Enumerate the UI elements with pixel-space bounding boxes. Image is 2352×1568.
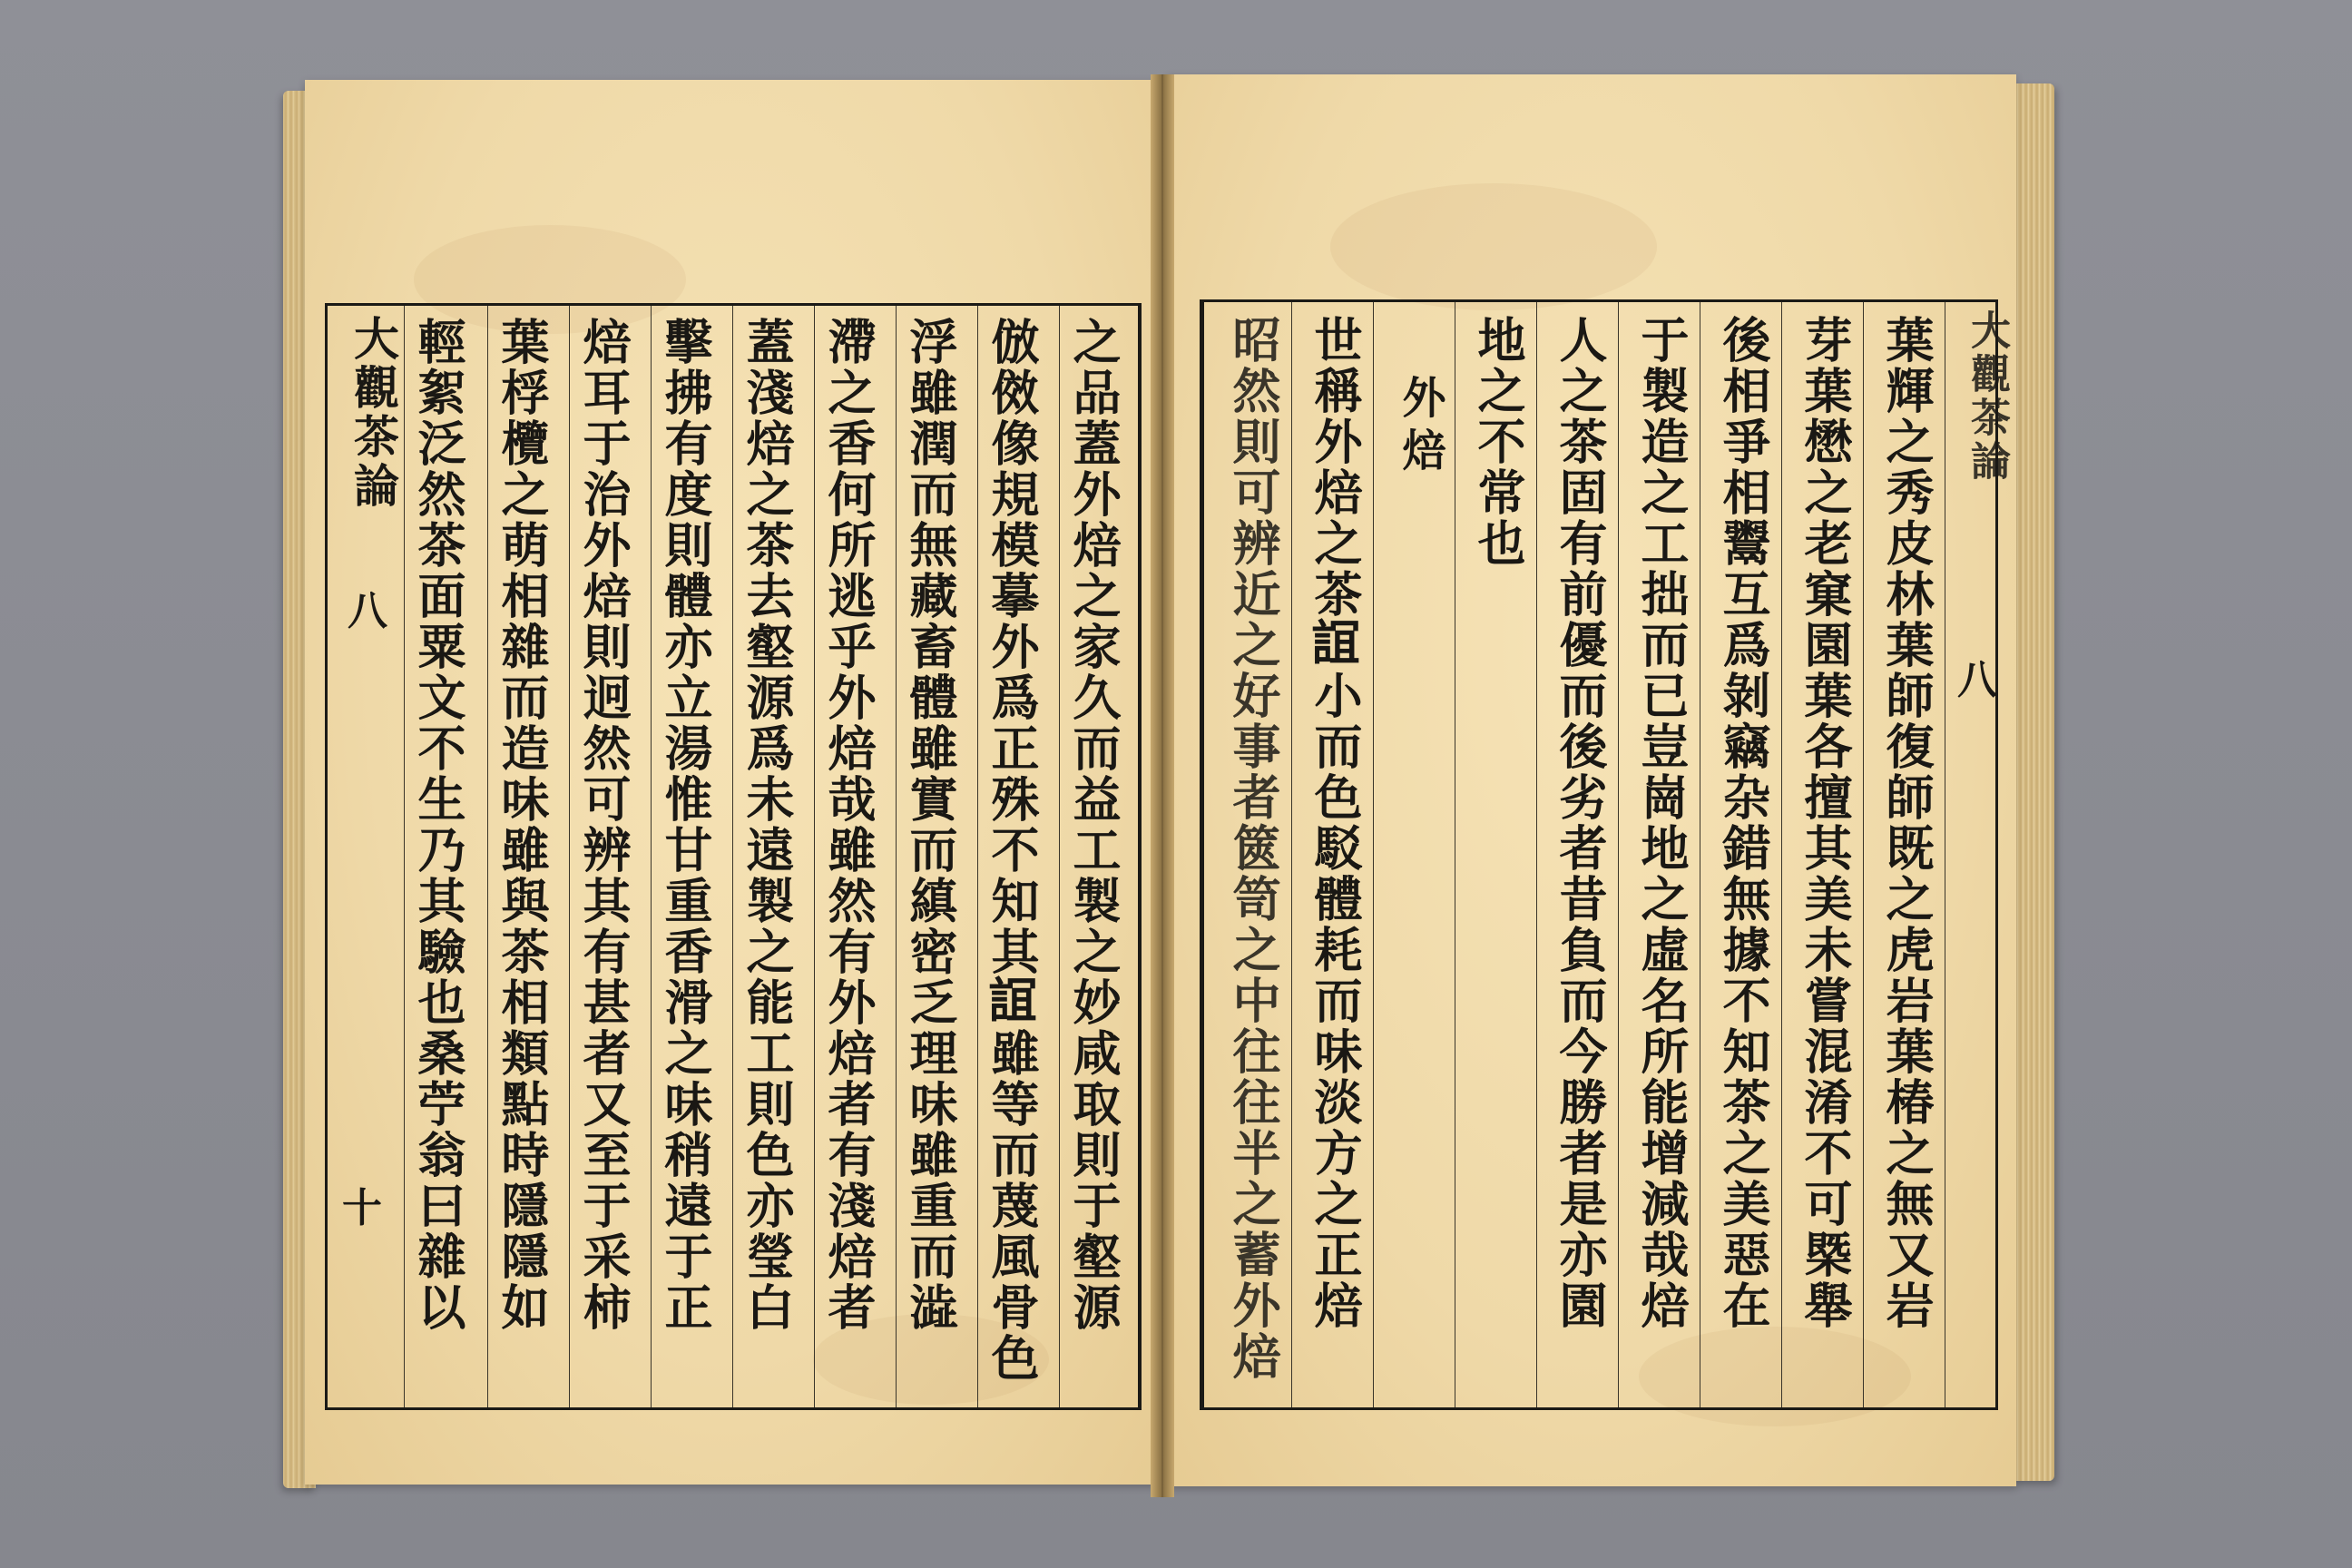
right-text-frame: [1200, 299, 2010, 1410]
right-column-4: 于製造之工拙而已豈崗地之虛名所能增減哉焙: [1633, 315, 1690, 1331]
open-book: [283, 74, 2054, 1497]
book-gutter: [1151, 74, 1174, 1497]
right-column-8: 世稱外焙之茶𧨏小而色駁體耗而味淡方之正焙: [1307, 315, 1363, 1331]
left-folio-mark: 八: [348, 588, 387, 634]
left-column-6: 擊拂有度則體亦立湯惟甘重香滑之味稍遠于正: [657, 317, 713, 1333]
right-column-9: 昭然則可辨近之好事者篋笥之中往往半之蓄外焙: [1225, 315, 1281, 1382]
right-column-6: 地之不常也: [1470, 315, 1526, 569]
right-page-edge: [2013, 83, 2054, 1481]
left-column-7: 焙耳于治外焙則迥然可辨其有甚者又至于采柿: [575, 317, 632, 1333]
left-column-5: 蓋淺焙之茶去壑源爲未遠製之能工則色亦瑩白: [739, 317, 795, 1333]
left-folio-number: 十: [342, 1185, 382, 1231]
left-column-8: 葉桴欖之萌相雜而造味雖與茶相類點時隱隱如: [494, 317, 550, 1333]
right-folio-mark: 八: [1957, 657, 1997, 703]
left-text-frame: [325, 303, 1142, 1410]
right-column-2: 芽葉懋之老窠園葉各擅其美未嘗混淆不可槩舉: [1797, 315, 1853, 1331]
left-column-2: 倣傚像規模摹外爲正殊不知其𧨏雖等而蔑風骨色: [984, 317, 1040, 1384]
right-column-5: 人之茶固有前優而後劣者昔負而今勝者是亦園: [1552, 315, 1608, 1331]
left-column-3: 浮雖潤而無藏畜體雖實而縝密乏理味雖重而澁: [902, 317, 958, 1333]
right-section-heading: 外焙: [1395, 375, 1446, 480]
left-margin-title: 大觀茶論: [347, 315, 400, 511]
left-column-1: 之品蓋外焙之家久而益工製之妙咸取則于壑源: [1065, 317, 1122, 1333]
right-column-1: 葉輝之秀皮林葉師復師既之虎岩葉椿之無又岩: [1878, 315, 1935, 1331]
right-margin-title: 大觀茶論: [1964, 309, 2010, 484]
left-column-4: 滯之香何所逃乎外焙哉雖然有外焙者有淺焙者: [820, 317, 877, 1333]
right-column-3: 後相爭相鬻互爲剝竊杂錯無據不知茶之美惡在: [1715, 315, 1771, 1331]
left-column-9: 輕絮泛然茶面粟文不生乃其驗也桑苧翁曰雜以: [410, 317, 466, 1333]
